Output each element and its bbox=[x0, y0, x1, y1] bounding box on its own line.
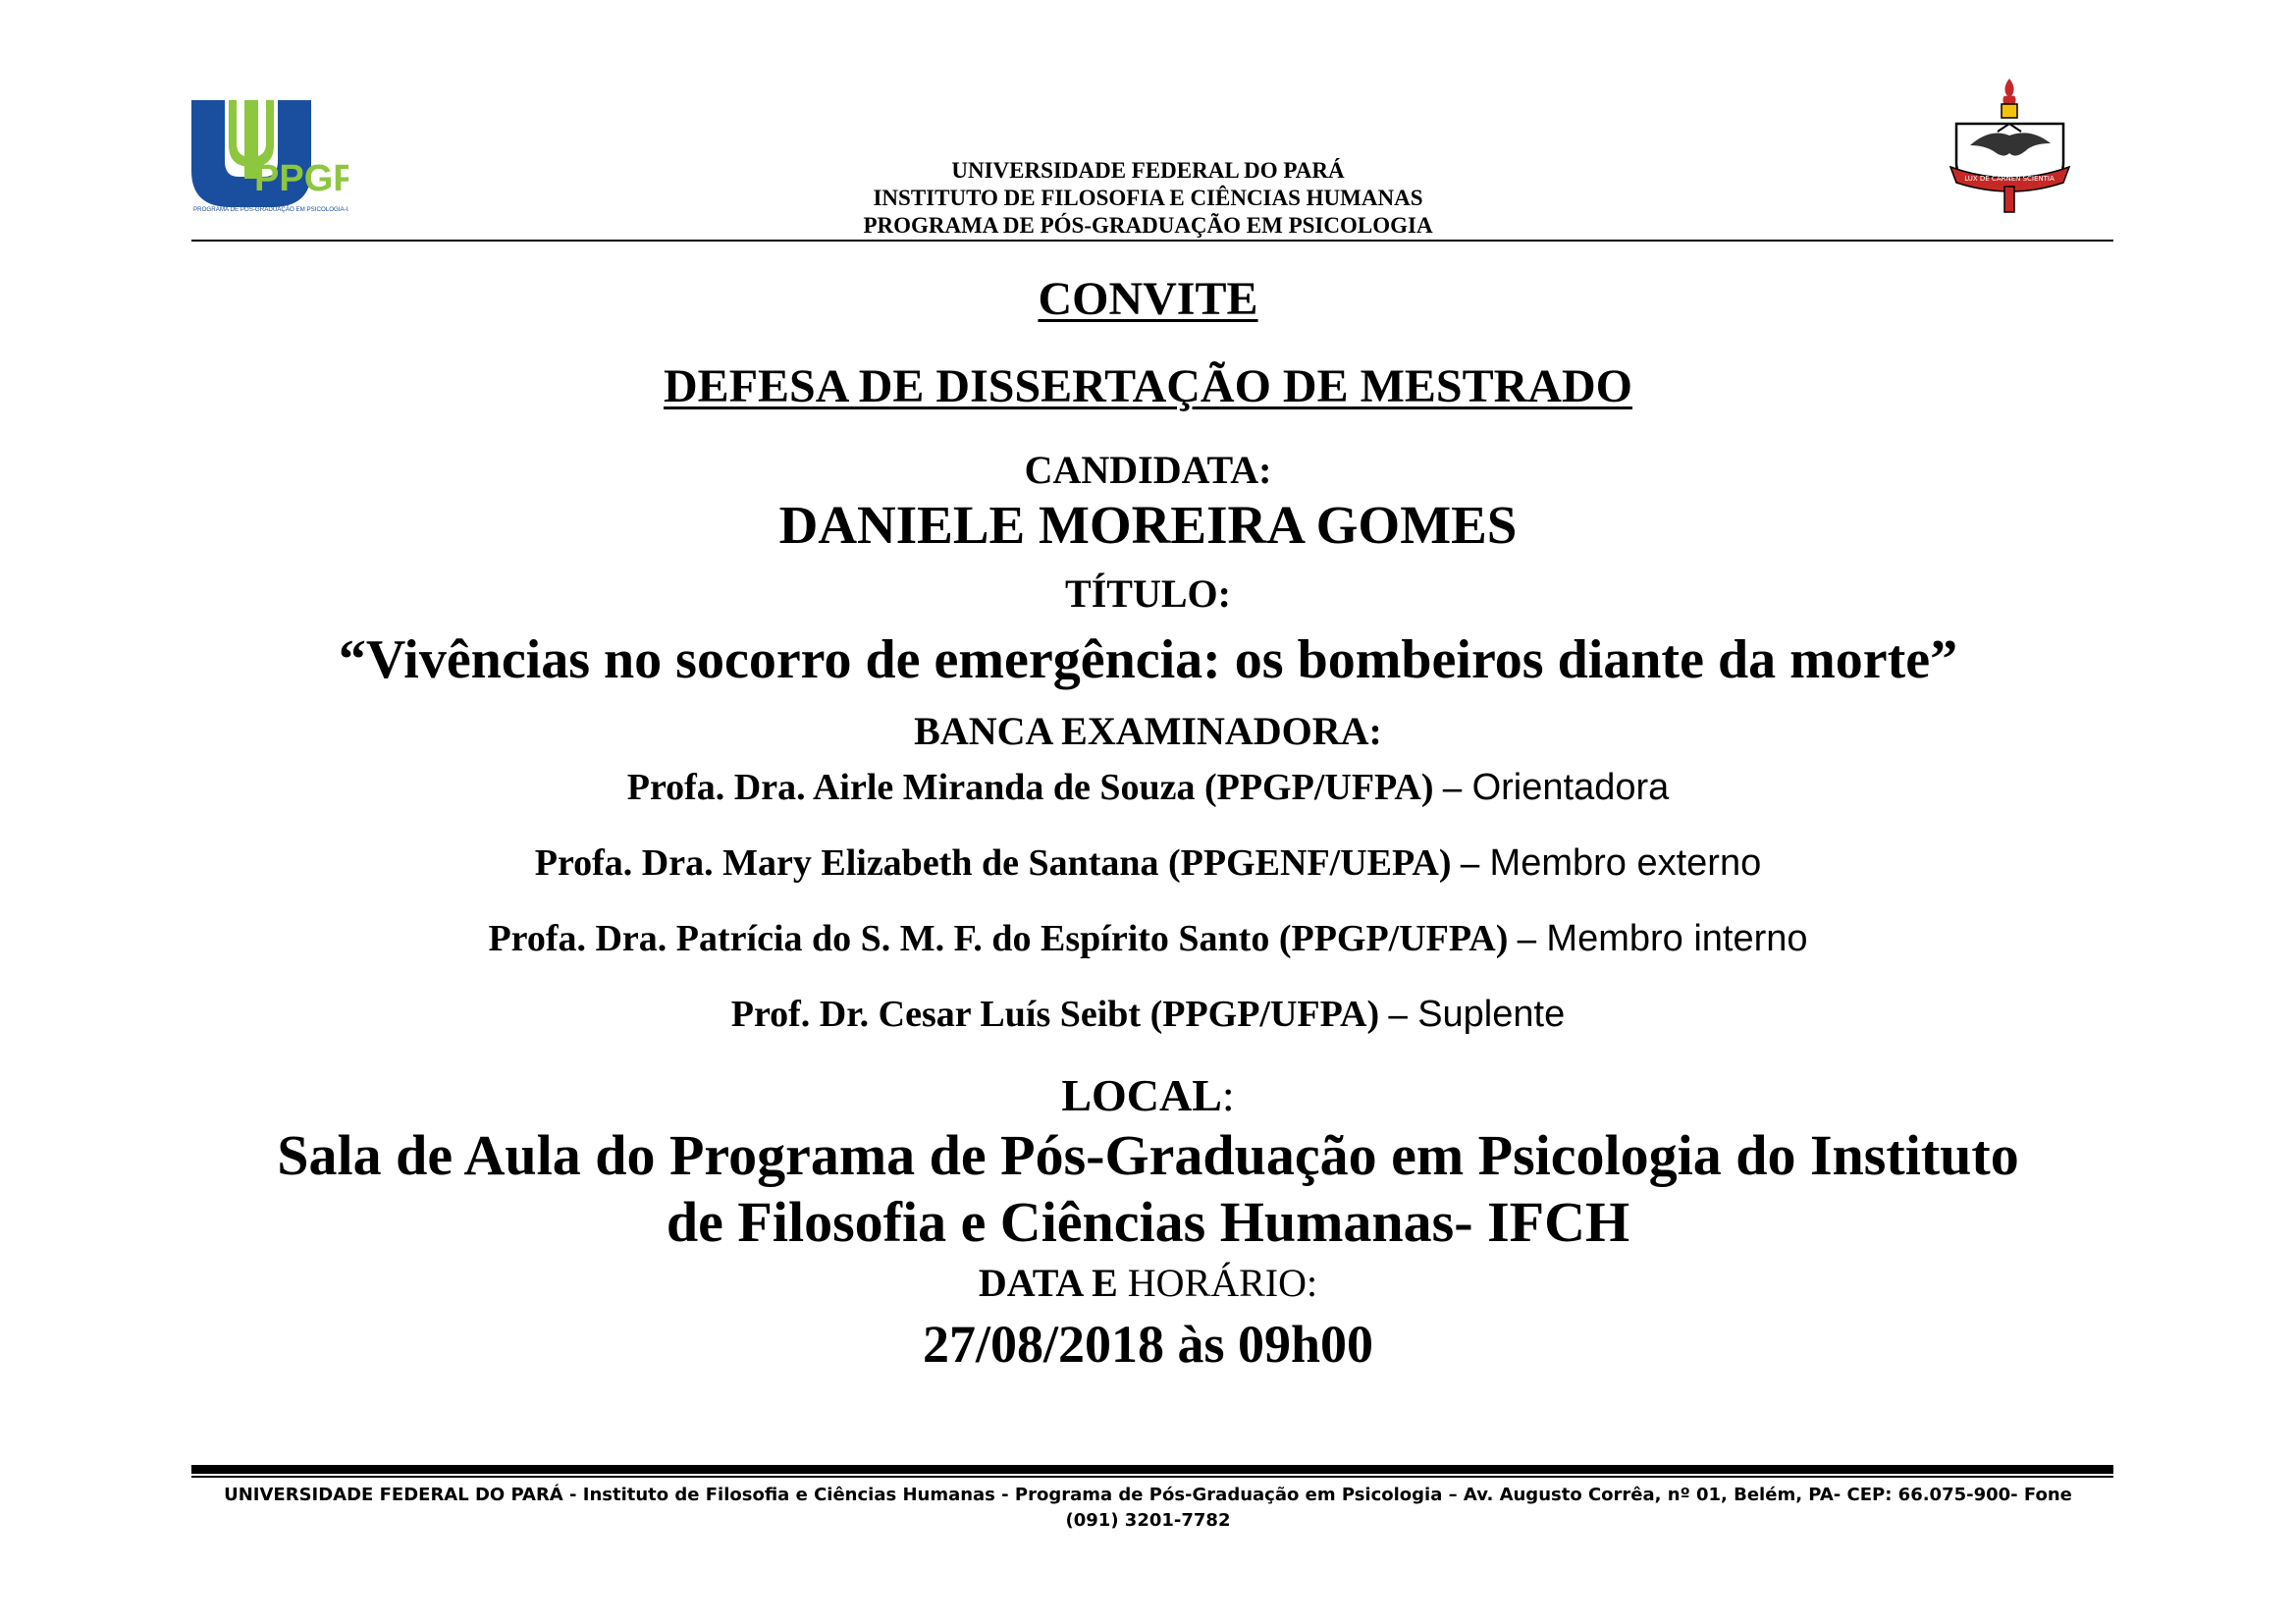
footer-address: UNIVERSIDADE FEDERAL DO PARÁ - Instituto de Filosofia e Ciências Humanas - Programa de Pós-Graduação em Psicologia – Av. Augusto Corrêa, nº 01, Belém, PA- CEP: 66.075-900- Fone bbox=[224, 1485, 2072, 1505]
ufpa-crest-icon bbox=[1949, 77, 2071, 214]
candidate-name: DANIELE MOREIRA GOMES bbox=[778, 495, 1518, 555]
invite-heading-text: CONVITE bbox=[1038, 273, 1258, 325]
defense-heading bbox=[0, 359, 2296, 413]
footer-divider-thin bbox=[191, 1476, 2113, 1478]
committee-member-name: Profa. Dra. Patrícia do S. M. F. do Espírito Santo (PPGP/UFPA) – bbox=[488, 918, 1536, 959]
location-label-text: LOCAL bbox=[1061, 1070, 1222, 1120]
date-label bbox=[0, 1260, 2296, 1306]
date-time: 27/08/2018 às 09h00 bbox=[922, 1315, 1374, 1374]
candidate-label: CANDIDATA: bbox=[1024, 448, 1272, 492]
committee-member-role: Suplente bbox=[1407, 994, 1566, 1035]
date-label-bold: DATA E bbox=[978, 1261, 1118, 1305]
committee-label: BANCA EXAMINADORA: bbox=[914, 709, 1382, 753]
location-text bbox=[0, 1122, 2296, 1256]
committee-member-name: Profa. Dra. Mary Elizabeth de Santana (PPGENF/UEPA) – bbox=[534, 842, 1479, 884]
date-label-rest: HORÁRIO: bbox=[1117, 1261, 1318, 1305]
location-line: Sala de Aula do Programa de Pós-Graduação em Psicologia do Instituto bbox=[277, 1123, 2019, 1187]
committee-member-role: Orientadora bbox=[1462, 767, 1670, 808]
footer-phone: (091) 3201-7782 bbox=[1065, 1510, 1231, 1531]
location-line: de Filosofia e Ciências Humanas- IFCH bbox=[666, 1190, 1630, 1254]
committee-member bbox=[0, 766, 2296, 809]
ppgp-logo-caption: PROGRAMA DE PÓS-GRADUAÇÃO EM PSICOLOGIA-UFPA bbox=[193, 206, 348, 213]
ufpa-crest bbox=[1949, 77, 2071, 214]
title-label: TÍTULO: bbox=[1065, 571, 1231, 616]
location-label bbox=[0, 1069, 2296, 1121]
header-institute: INSTITUTO DE FILOSOFIA E CIÊNCIAS HUMANAS bbox=[873, 186, 1423, 210]
committee-member bbox=[0, 841, 2296, 885]
header-program: PROGRAMA DE PÓS-GRADUAÇÃO EM PSICOLOGIA bbox=[863, 213, 1433, 238]
header-university: UNIVERSIDADE FEDERAL DO PARÁ bbox=[951, 158, 1345, 183]
committee-member-name: Profa. Dra. Airle Miranda de Souza (PPGP/UFPA) – bbox=[626, 767, 1463, 808]
committee-member bbox=[0, 993, 2296, 1036]
location-label-colon: : bbox=[1221, 1070, 1235, 1120]
header-divider bbox=[191, 240, 2113, 242]
ppgp-logo-text: PPGP bbox=[254, 158, 348, 199]
dissertation-title: “Vivências no socorro de emergência: os bombeiros diante da morte” bbox=[338, 629, 1958, 690]
ufpa-crest-motto: LUX DE CARNEN SCIENTIA bbox=[1964, 175, 2055, 183]
footer-divider bbox=[191, 1465, 2113, 1474]
committee-member-role: Membro externo bbox=[1479, 842, 1762, 884]
committee-member-role: Membro interno bbox=[1535, 918, 1808, 959]
invite-heading bbox=[0, 272, 2296, 326]
committee-member-name: Prof. Dr. Cesar Luís Seibt (PPGP/UFPA) – bbox=[730, 994, 1408, 1035]
committee-member bbox=[0, 917, 2296, 960]
defense-heading-text: DEFESA DE DISSERTAÇÃO DE MESTRADO bbox=[664, 360, 1632, 412]
